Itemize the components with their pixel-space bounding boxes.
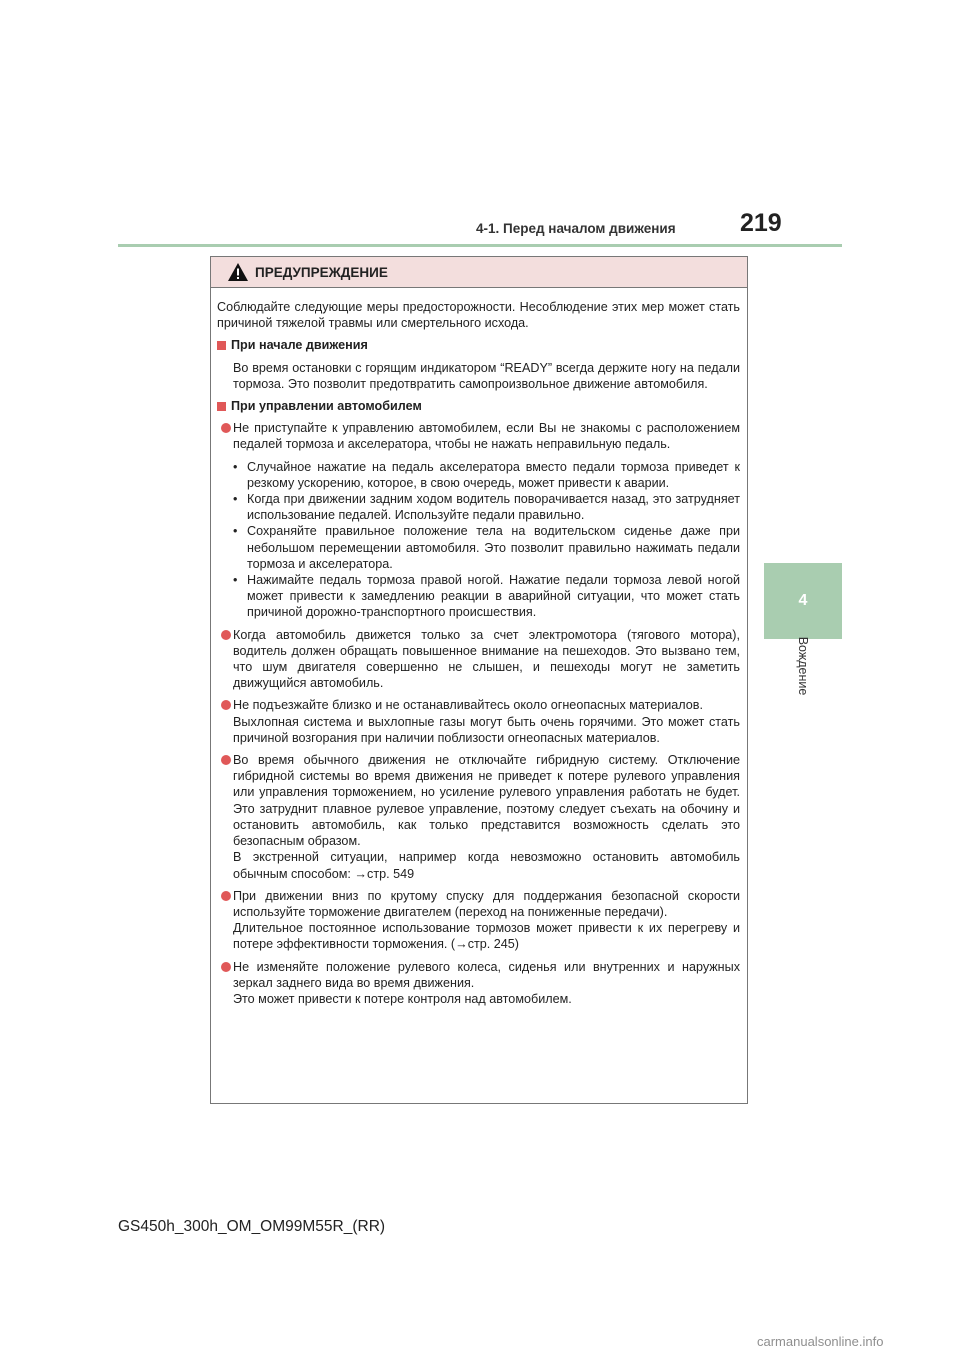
document-code: GS450h_300h_OM_OM99M55R_(RR) (118, 1218, 386, 1235)
round-bullet-icon (221, 700, 231, 710)
bullet-item (217, 627, 740, 692)
warning-intro: Соблюдайте следующие меры предосторожности. Несоблюдение этих мер может стать причиной тяжелой травмы или смертельного исхода. (217, 300, 740, 331)
bullet-text: Не подъезжайте близко и не останавливайтесь около огнеопасных материалов. (233, 698, 703, 713)
bullet-item (217, 752, 740, 882)
warning-body (211, 288, 747, 1007)
sub-list (233, 459, 740, 621)
bullet-text: Длительное постоянное использование тормозов может привести к их перегреву и потере эффективности торможения. (→стр. 245) (233, 921, 740, 952)
chapter-number: 4 (798, 592, 808, 609)
warning-title: ПРЕДУПРЕЖДЕНИЕ (255, 264, 388, 280)
chapter-tab (764, 563, 842, 639)
page-number: 219 (740, 209, 782, 237)
warning-triangle-icon (227, 262, 249, 282)
bullet-text: Во время обычного движения не отключайте гибридную систему. Отключение гибридной системы во время движения не приведет к потере рулевого управления или управления торможением, но усиление рулевого управления работать не будет. Это затруднит плавное рулевое управление, поэтому следует съехать на обочину и остановить автомобиль, как только представится возможность сделать это безопасным образом. (233, 753, 740, 849)
warning-box (210, 256, 748, 1104)
header-divider (118, 244, 842, 247)
bullet-text: В экстренной ситуации, например когда невозможно остановить автомобиль обычным способом: →стр. 549 (233, 850, 740, 881)
warning-header (211, 257, 747, 288)
round-bullet-icon (221, 962, 231, 972)
bullet-text: Когда автомобиль движется только за счет электромотора (тягового мотора), водитель должен обращать повышенное внимание на пешеходов. Это вызвано тем, что шум двигателя совершенно не слышен, и пешеходы могут не заметить движущийся автомобиль. (233, 627, 740, 691)
round-bullet-icon (221, 891, 231, 901)
square-bullet-icon (217, 402, 226, 411)
section-title: 4-1. Перед началом движения (476, 221, 676, 236)
square-bullet-icon (217, 341, 226, 350)
section-heading-start (217, 337, 740, 353)
bullet-text: Не изменяйте положение рулевого колеса, сиденья или внутренних и наружных зеркал заднего вида во время движения. (233, 959, 740, 990)
round-bullet-icon (221, 423, 231, 433)
sub-list-item: • Когда при движении задним ходом водитель поворачивается назад, это затрудняет использование педалей. Используйте педали правильно. (233, 492, 740, 523)
sub-list-item: • Сохраняйте правильное положение тела на водительском сиденье даже при небольшом перемещении автомобиля. Это позволит правильно нажимать педали тормоза и акселератора. (233, 524, 740, 571)
round-bullet-icon (221, 630, 231, 640)
section-heading-text: При начале движения (231, 338, 368, 353)
bullet-text: Это может привести к потере контроля над автомобилем. (233, 991, 572, 1006)
bullet-text: При движении вниз по крутому спуску для поддержания безопасной скорости используйте торможение двигателем (переход на пониженные передачи). (233, 888, 740, 919)
round-bullet-icon (221, 755, 231, 765)
bullet-item (217, 697, 740, 746)
bullet-item (217, 959, 740, 1008)
bullet-item (217, 420, 740, 620)
section-text-start: Во время остановки с горящим индикатором “READY” всегда держите ногу на педали тормоза. Это позволит предотвратить самопроизвольное движение автомобиля. (233, 360, 740, 391)
bullet-text: Не приступайте к управлению автомобилем, если Вы не знакомы с расположением педалей тормоза и акселератора, чтобы не нажать неправильную педаль. (233, 421, 740, 452)
bullet-item (217, 888, 740, 953)
chapter-label: Вождение (796, 636, 810, 696)
section-heading-text: При управлении автомобилем (231, 399, 422, 414)
sub-list-item: • Случайное нажатие на педаль акселератора вместо педали тормоза приведет к резкому ускорению, которое, в свою очередь, может привести к аварии. (233, 459, 740, 490)
bullet-text: Выхлопная система и выхлопные газы могут быть очень горячими. Это может стать причиной возгорания при наличии поблизости огнеопасных материалов. (233, 714, 740, 745)
section-heading-driving (217, 398, 740, 414)
sub-list-item: • Нажимайте педаль тормоза правой ногой. Нажатие педали тормоза левой ногой может привести к замедлению реакции в аварийной ситуации, что может стать причиной дорожно-транспортного происшествия. (233, 573, 740, 620)
watermark: carmanualsonline.info (757, 1334, 884, 1349)
